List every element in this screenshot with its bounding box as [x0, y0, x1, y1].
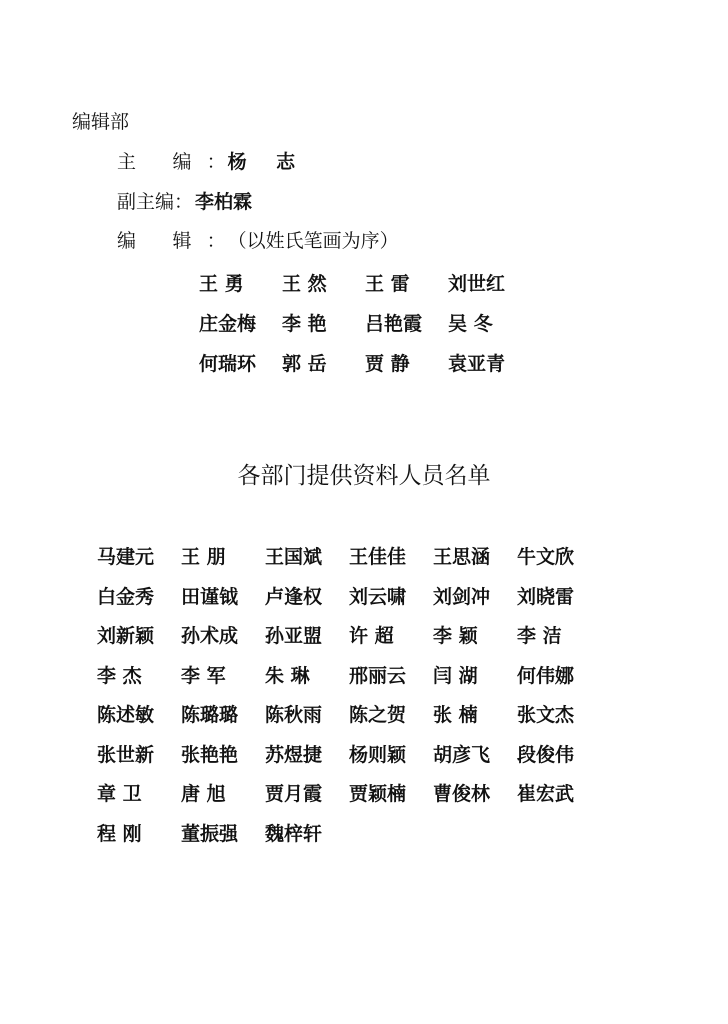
- editors-order-note: （以姓氏笔画为序）: [227, 230, 399, 252]
- colon: ：: [206, 230, 226, 252]
- colon: ：: [206, 151, 226, 173]
- deputy-editor-name: 李柏霖: [195, 191, 253, 213]
- contributor-name: 张世新: [97, 743, 155, 766]
- contributors-row: [97, 734, 601, 774]
- department-heading: 编辑部: [72, 111, 130, 133]
- contributor-name: 陈述敏: [97, 704, 155, 727]
- editor-name: 郭 岳: [282, 352, 327, 375]
- contributors-row: [97, 536, 601, 576]
- contributor-name: 刘剑冲: [433, 585, 491, 608]
- editors-list: [199, 262, 531, 382]
- editor-name: 何瑞环: [199, 352, 257, 375]
- contributor-name: 马建元: [97, 546, 155, 569]
- editor-name: 吕艳霞: [365, 312, 423, 335]
- section-title: 各部门提供资料人员名单: [237, 463, 491, 489]
- contributor-name: 朱 琳: [265, 664, 310, 687]
- editors-row: [199, 342, 531, 382]
- contributors-row: [97, 615, 601, 655]
- contributor-name: 何伟娜: [517, 664, 575, 687]
- contributor-name: 孙术成: [181, 625, 239, 648]
- contributor-name: 董振强: [181, 822, 239, 845]
- contributor-name: 曹俊林: [433, 783, 491, 806]
- contributors-row: [97, 655, 601, 695]
- contributors-row: [97, 694, 601, 734]
- editor-name: 王 然: [282, 272, 327, 295]
- contributor-name: 王国斌: [265, 546, 323, 569]
- editor-name: 吴 冬: [448, 312, 493, 335]
- contributor-name: 张 楠: [433, 704, 478, 727]
- chief-editor-label: 主 编: [117, 151, 207, 173]
- contributor-name: 刘晓雷: [517, 585, 575, 608]
- editor-name: 李 艳: [282, 312, 327, 335]
- contributor-name: 闫 湖: [433, 664, 478, 687]
- editor-name: 庄金梅: [199, 312, 257, 335]
- contributor-name: 许 超: [349, 625, 394, 648]
- colon: ：: [174, 191, 194, 213]
- contributors-row: [97, 773, 601, 813]
- editor-name: 王 勇: [199, 272, 244, 295]
- contributor-name: 卢逢权: [265, 585, 323, 608]
- editors-row: [199, 262, 531, 302]
- contributor-name: 田谨钺: [181, 585, 239, 608]
- contributor-name: 李 洁: [517, 625, 562, 648]
- contributor-name: 李 杰: [97, 664, 142, 687]
- contributor-name: 王佳佳: [349, 546, 407, 569]
- editor-name: 袁亚青: [448, 352, 506, 375]
- editor-name: 贾 静: [365, 352, 410, 375]
- chief-editor-name: 杨 志: [227, 151, 307, 173]
- editor-name: 刘世红: [448, 272, 506, 295]
- contributor-name: 段俊伟: [517, 743, 575, 766]
- editors-row: [199, 302, 531, 342]
- editors-label: 编 辑: [117, 230, 207, 252]
- contributor-name: 刘新颖: [97, 625, 155, 648]
- editor-name: 王 雷: [365, 272, 410, 295]
- contributors-row: [97, 813, 601, 853]
- contributor-name: 孙亚盟: [265, 625, 323, 648]
- deputy-editor-line: [117, 187, 252, 214]
- contributor-name: 杨则颖: [349, 743, 407, 766]
- contributor-name: 崔宏武: [517, 783, 575, 806]
- contributor-name: 苏煜捷: [265, 743, 323, 766]
- contributor-name: 李 军: [181, 664, 226, 687]
- contributor-name: 张文杰: [517, 704, 575, 727]
- editors-line: [117, 226, 399, 253]
- contributor-name: 唐 旭: [181, 783, 226, 806]
- contributor-name: 魏梓轩: [265, 822, 323, 845]
- contributors-row: [97, 576, 601, 616]
- deputy-editor-label: 副主编: [117, 191, 175, 213]
- contributor-name: 贾月霞: [265, 783, 323, 806]
- contributor-name: 王 朋: [181, 546, 226, 569]
- chief-editor-line: [117, 147, 306, 174]
- contributor-name: 王思涵: [433, 546, 491, 569]
- contributor-name: 陈璐璐: [181, 704, 239, 727]
- contributor-name: 陈秋雨: [265, 704, 323, 727]
- contributor-name: 张艳艳: [181, 743, 239, 766]
- contributors-list: [97, 536, 601, 852]
- contributor-name: 李 颖: [433, 625, 478, 648]
- contributor-name: 陈之贺: [349, 704, 407, 727]
- contributor-name: 牛文欣: [517, 546, 575, 569]
- contributor-name: 邢丽云: [349, 664, 407, 687]
- contributor-name: 贾颖楠: [349, 783, 407, 806]
- contributor-name: 胡彦飞: [433, 743, 491, 766]
- contributor-name: 白金秀: [97, 585, 155, 608]
- contributor-name: 程 刚: [97, 822, 142, 845]
- contributor-name: 刘云啸: [349, 585, 407, 608]
- contributor-name: 章 卫: [97, 783, 142, 806]
